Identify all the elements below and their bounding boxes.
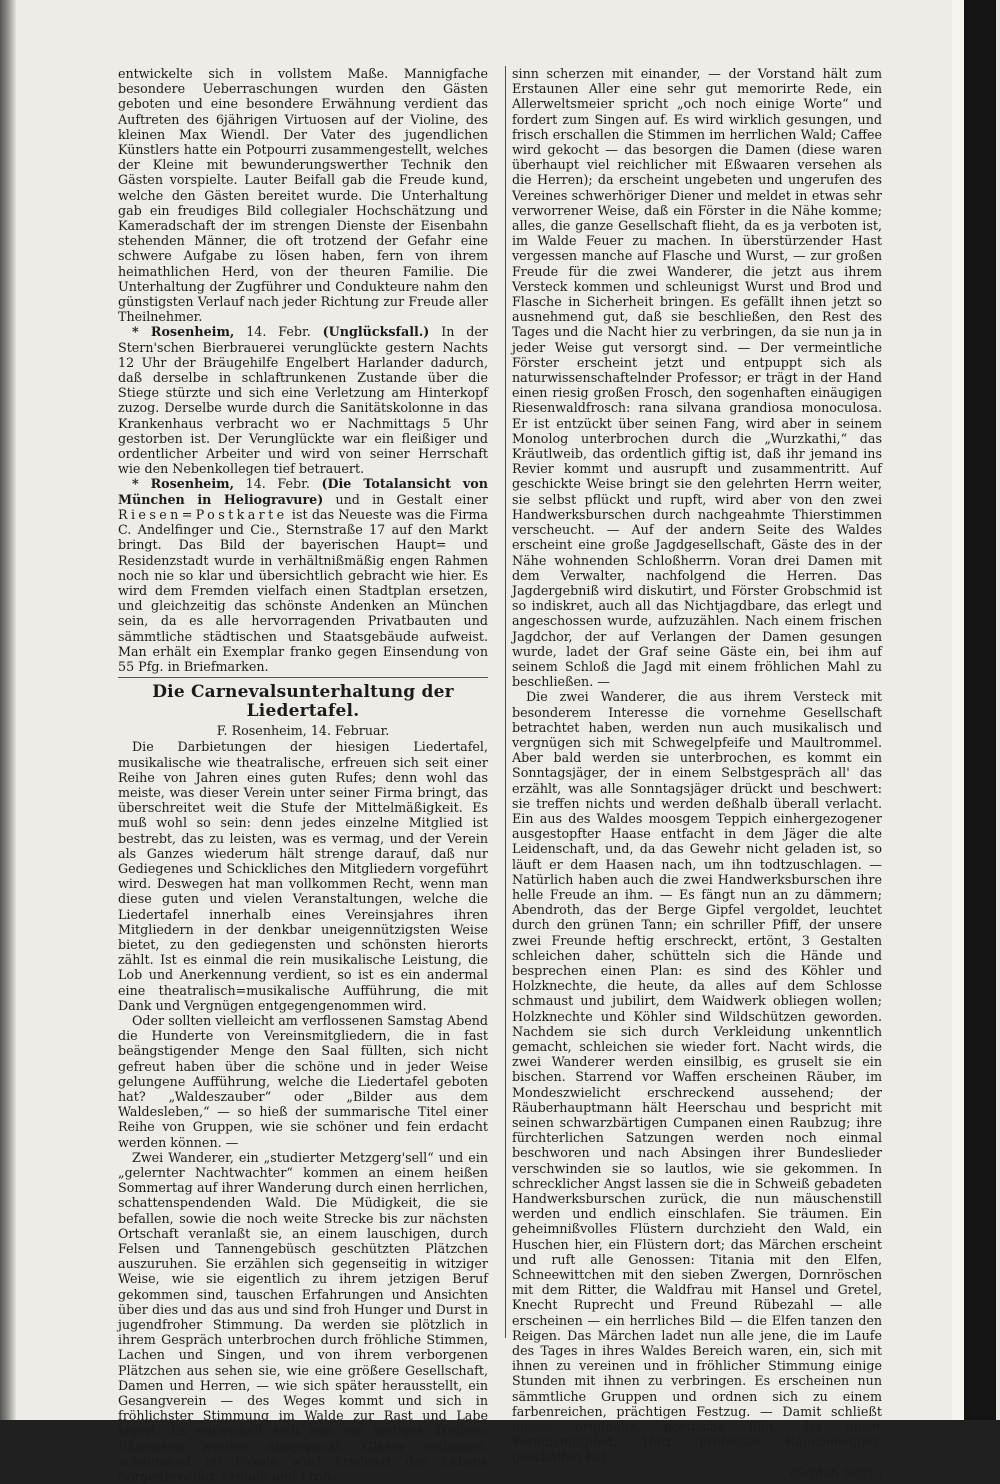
- article-text: sinn scherzen mit einander, — der Vorstand hält zum Erstaunen Aller eine sehr gut memorirte Rede, ein Allerweltsmeier spricht „och noch einige Worte“ und fordert zum Singen auf. Es wird wirklich gesungen, und frisch erschallen die Stimmen im herrlichen Wald; Caffee wird gekocht — das besorgen die Damen (diese waren überhaupt viel reichlicher mit Eßwaaren versehen als die Herren); da erscheint ungebeten und ungerufen des Vereines schwerhöriger Diener und meldet in etwas sehr verworrener Weise, daß ein Förster in die Nähe komme; alles, die ganze Gesellschaft flieht, da es ja verboten ist, im Walde Feuer zu machen. In überstürzender Hast vergessen manche auf Flasche und Wurst, — zur großen Freude für die zwei Wanderer, die jetzt aus ihrem Versteck kommen und schleunigst Wurst und Brod und Flasche in Sicherheit bringen. Es gefällt ihnen jetzt so ausnehmend gut, daß sie beschließen, den Rest des Tages und die Nacht hier zu verbringen, da sie nun ja in jeder Weise gut versorgt sind. — Der vermeintliche Förster erscheint jetzt und entpuppt sich als naturwissenschaftelnder Professor; er trägt in der Hand einen riesig großen Frosch, den sogenhaften einäugigen Riesenwaldfrosch:: [512, 66, 882, 416]
- news-item-postcard: [118, 476, 488, 674]
- right-column: [512, 66, 882, 1480]
- book-edge: [964, 0, 1000, 1420]
- section-divider: [118, 677, 488, 678]
- news-item-topic: (Die Totalansicht von München in Heliogravure): [118, 476, 488, 507]
- news-item-place: * Rosenheim,: [132, 324, 235, 340]
- article-paragraph: Die Darbietungen der hiesigen Liedertafel, musikalische wie theatralische, erfreuen sich seit einer Reihe von Jahren eines guten Rufes; denn wohl das meiste, was dieser Verein unter seiner Firma bringt, das überschreitet weit die Stufe der Mittelmäßigkeit. Es muß wohl so sein: denn jedes einzelne Mitglied ist bestrebt, das zu leisten, was es vermag, und der Verein als Ganzes wiederum hält strenge darauf, daß nur Gediegenes und Schickliches den Mitgliedern vorgeführt wird. Deswegen hat man vollkommen Recht, wenn man diese guten und vielen Veranstaltungen, welche die Liedertafel innerhalb eines Vereinsjahres ihren Mitgliedern in der denkbar uneigennützigsten Weise bietet, zu den gediegensten und schönsten hierorts zählt. Ist es einmal die rein musikalische Leistung, die Lob und Anerkennung verdient, so ist es ein andermal eine theatralisch=musikalische Aufführung, die mit Dank und Vergnügen entgegengenommen wird.: [118, 739, 488, 1013]
- column-rule: [505, 66, 506, 1338]
- news-item-date: 14. Febr.: [245, 476, 310, 492]
- continued-report: entwickelte sich in vollstem Maße. Mannigfache besondere Ueberraschungen wurden den Gästen geboten und eine besondere Erwähnung verdient das Auftreten des 6jährigen Virtuosen auf der Violine, des kleinen Max Wiendl. Der Vater des jugendlichen Künstlers hatte ein Potpourri zusammengestellt, welches der Kleine mit bewunderungswerther Technik den Gästen vorspielte. Lauter Beifall gab die Freude kund, welche den Gästen bereitet wurde. Die Unterhaltung gab ein freudiges Bild collegialer Hochschätzung und Kameradschaft der im strengen Dienste der Eisenbahn stehenden Männer, die oft trotzend der Gefahr eine schwere Aufgabe zu lösen haben, fern von ihrem heimathlichen Herd, von der theuren Familie. Die Unterhaltung der Zugführer und Condukteure nahm den günstigsten Verlauf nach jeder Richtung zur Freude aller Theilnehmer.: [118, 66, 488, 325]
- article-paragraph: Die zwei Wanderer, die aus ihrem Versteck mit besonderem Interesse die vornehme Gesellschaft betrachtet haben, werden nun auch musikalisch und vergnügen sich mit Schwegelpfeife und Maultrommel. Aber bald werden sie unterbrochen, es kommt ein Sonntagsjäger, der in einem Selbstgespräch all' das erzählt, was alle Sonntagsjäger drückt und beschwert: sie treffen nichts und werden deßhalb überall verlacht. Ein aus des Waldes moosgem Teppich einhergezogener ausgestopfter Haase entfacht in dem Jäger die alte Leidenschaft, und, da das Gewehr nicht geladen ist, so läuft er dem Haasen nach, um ihn todtzuschlagen. — Natürlich haben auch die zwei Handwerksburschen ihre helle Freude an ihm. — Es fängt nun an zu dämmern; Abendroth, das der Berge Gipfel vergoldet, leuchtet durch den grünen Tann; ein schriller Pfiff, der unsere zwei Freunde heftig erschreckt, ertönt, 3 Gestalten schleichen daher, schütteln sich die Hände und besprechen einen Plan: es sind des Köhler und Holzknechte, die heute, da alles auf dem Schlosse schmaust und jubilirt, dem Waidwerk obliegen wollen; Holzknechte und Köhler sind Wildschützen geworden. Nachdem sie sich durch Verkleidung unkenntlich gemacht, schleichen sie wieder fort. Nacht wirds, die zwei Wanderer werden einsilbig, es gruselt sie ein bischen. Starrend vor Waffen erscheinen Räuber, im Mondeszwielicht erschreckend aussehend; der Räuberhauptmann hält Heerschau und bespricht mit seinen schwarzbärtigen Cumpanen einen Raubzug; ihre fürchterlichen Satzungen werden noch einmal beschworen und nach Absingen ihrer Bundeslieder verschwinden sie so lautlos, wie sie gekommen. In schrecklicher Angst lassen sie die in Schweiß gebadeten Handwerksburschen zurück, die nun mäuschenstill werden und endlich einschlafen. Sie träumen. Ein geheimnißvolles Flüstern durchzieht den Wald, ein Huschen hier, ein Flüstern dort; das Märchen erscheint und ruft alle Genossen: Titania mit den Elfen, Schneewittchen mit den sieben Zwergen, Dornröschen mit dem Ritter, die Waldfrau mit Hansel und Gretel, Knecht Ruprecht und Freund Rübezahl — alle erscheinen — ein herrliches Bild — die Elfen tanzen den Reigen. Das Märchen ladet nun alle jene, die im Laufe des Tages in ihres Waldes Bereich waren, ein, sich mit ihnen zu vereinen und in fröhlicher Stimmung einige Stunden mit ihnen zu verbringen. Es erscheinen nun sämmtliche Gruppen und ordnen sich zu einem farbenreichen, prächtigen Festzug. — Damit schließt dieses originelle, poetische Bild, das unser Vereinsmitglied, Herr Professor Rauchenegger, geschaffen hat.: [512, 689, 882, 1465]
- article-dateline: F. Rosenheim, 14. Februar.: [216, 723, 390, 739]
- continuation-note: (Schluß folgt.): [789, 1464, 882, 1480]
- news-item-date: 14. Febr.: [246, 324, 311, 340]
- book-edge-highlight: [996, 0, 1000, 1420]
- news-item-text: In der Stern'schen Bierbrauerei verunglückte gestern Nachts 12 Uhr der Bräugehilfe Engelbert Harlander dadurch, daß derselbe in schlaftrunkenen Zustande über die Stiege stürzte und sich eine Verletzung am Hinterkopf zuzog. Derselbe wurde durch die Sanitätskolonne in das Krankenhaus verbracht wo er Nachmittags 5 Uhr gestorben ist. Der Verunglückte war ein fleißiger und ordentlicher Arbeiter und wird von seiner Herrschaft wie den Nebenkollegen tief betrauert.: [118, 324, 488, 477]
- spaced-word: Riesen=Postkarte: [118, 506, 288, 522]
- article-paragraph: Zwei Wanderer, ein „studierter Metzgerg'sell“ und ein „gelernter Nachtwachter“ kommen an einem heißen Sommertag auf ihrer Wanderung durch einen herrlichen, schattenspendenden Wald. Die Müdigkeit, die sie befallen, sowie die noch weite Strecke bis zur nächsten Ortschaft veranlaßt sie, an einem lauschigen, durch Felsen und Tannengebüsch geschützten Plätzchen auszuruhen. Sie erzählen sich gegenseitig in witziger Weise, wie sie eigentlich zu ihrem jetzigen Beruf gekommen sind, tauschen Erfahrungen und Ansichten über dies und das aus und sind froh Hunger und Durst in jugendfroher Stimmung. Da werden sie plötzlich in ihrem Gespräch unterbrochen durch fröhliche Stimmen, Lachen und Singen, und von ihrem verborgenen Plätzchen aus sehen sie, wie eine größere Gesellschaft, Damen und Herren, — wie sich später herausstellt, ein Gesangverein — des Weges kommt und sich in fröhlichster Stimmung im Walde zur Rast und Labe lagert. Es entwickelt sich nun ein lustiges Treiben: Eßwaaren werden ausgepackt, Gläser erklingen, schäumend im Pokale wird kredenzt des Lebens Sorgenbrecher, Freude und Froh-: [118, 1149, 488, 1484]
- news-item-text: ist das Neueste was die Firma C. Andelfinger und Cie., Sternstraße 17 auf den Markt bringt. Das Bild der bayerischen Haupt= und Residenzstadt wurde in verhältnißmäßig engen Rahmen noch nie so klar und übersichtlich gebracht wie hier. Es wird dem Fremden vielfach einen Stadtplan ersetzen, und gleichzeitig das schönste Andenken an München sein, da es alle hervorragenden Privatbauten und sämmtliche städtischen und Staatsgebäude aufweist. Man erhält ein Exemplar franko gegen Einsendung von 55 Pfg. in Briefmarken.: [118, 506, 488, 674]
- article-paragraph: [512, 66, 882, 689]
- article-headline: Die Carnevalsunterhaltung der Liedertafel.: [152, 682, 454, 722]
- news-item-accident: [118, 324, 488, 476]
- news-item-place: * Rosenheim,: [132, 476, 235, 492]
- news-item-text: und in Gestalt einer: [335, 491, 488, 507]
- page-gap: [952, 0, 964, 1420]
- news-item-topic: (Unglücksfall.): [322, 324, 430, 340]
- latin-name: rana silvana grandiosa monoculosa.: [638, 400, 882, 416]
- left-column: [118, 66, 488, 1484]
- article-paragraph: Oder sollten vielleicht am verflossenen Samstag Abend die Hunderte von Vereinsmitgliedern, die in fast beängstigender Menge den Saal füllten, sich nicht gefreut haben über die schöne und in jeder Weise gelungene Aufführung, welche die Liedertafel geboten hat? „Waldeszauber“ oder „Bilder aus dem Waldesleben,“ — so hieß der summarische Titel einer Reihe von Gruppen, wie sie schöner und fein erdacht werden können. —: [118, 1012, 488, 1150]
- binding-shadow: [0, 0, 16, 1420]
- article-text: Er ist entzückt über seinen Fang, wird aber in seinem Monolog unterbrochen durch die „Wurzkathi,“ das Kräutlweib, das ordentlich giftig ist, daß ihr jemand ins Revier kommt und ausrupft und zusammentritt. Auf geschickte Weise bringt sie den gelehrten Herrn weiter, sie selbst pflückt und rupft, wird aber von den zwei Handwerksburschen durch nachgeahmte Thierstimmen verscheucht. — Auf der andern Seite des Waldes erscheint eine große Jagdgesellschaft, Gäste des in der Nähe wohnenden Schloßherrn. Voran drei Damen mit dem Verwalter, nachfolgend die Herren. Das Jagdergebniß wird diskutirt, und Förster Grobschmid ist so indiskret, auch all das Nichtjagdbare, das erlegt und angeschossen wurde, aufzuzählen. Nach einem frischen Jagdchor, der auf Verlangen der Damen gesungen wurde, ladet der Graf seine Gäste ein, bei ihm auf seinem Schloß die Jagd mit einem fröhlichen Mahl zu beschließen. —: [512, 415, 882, 690]
